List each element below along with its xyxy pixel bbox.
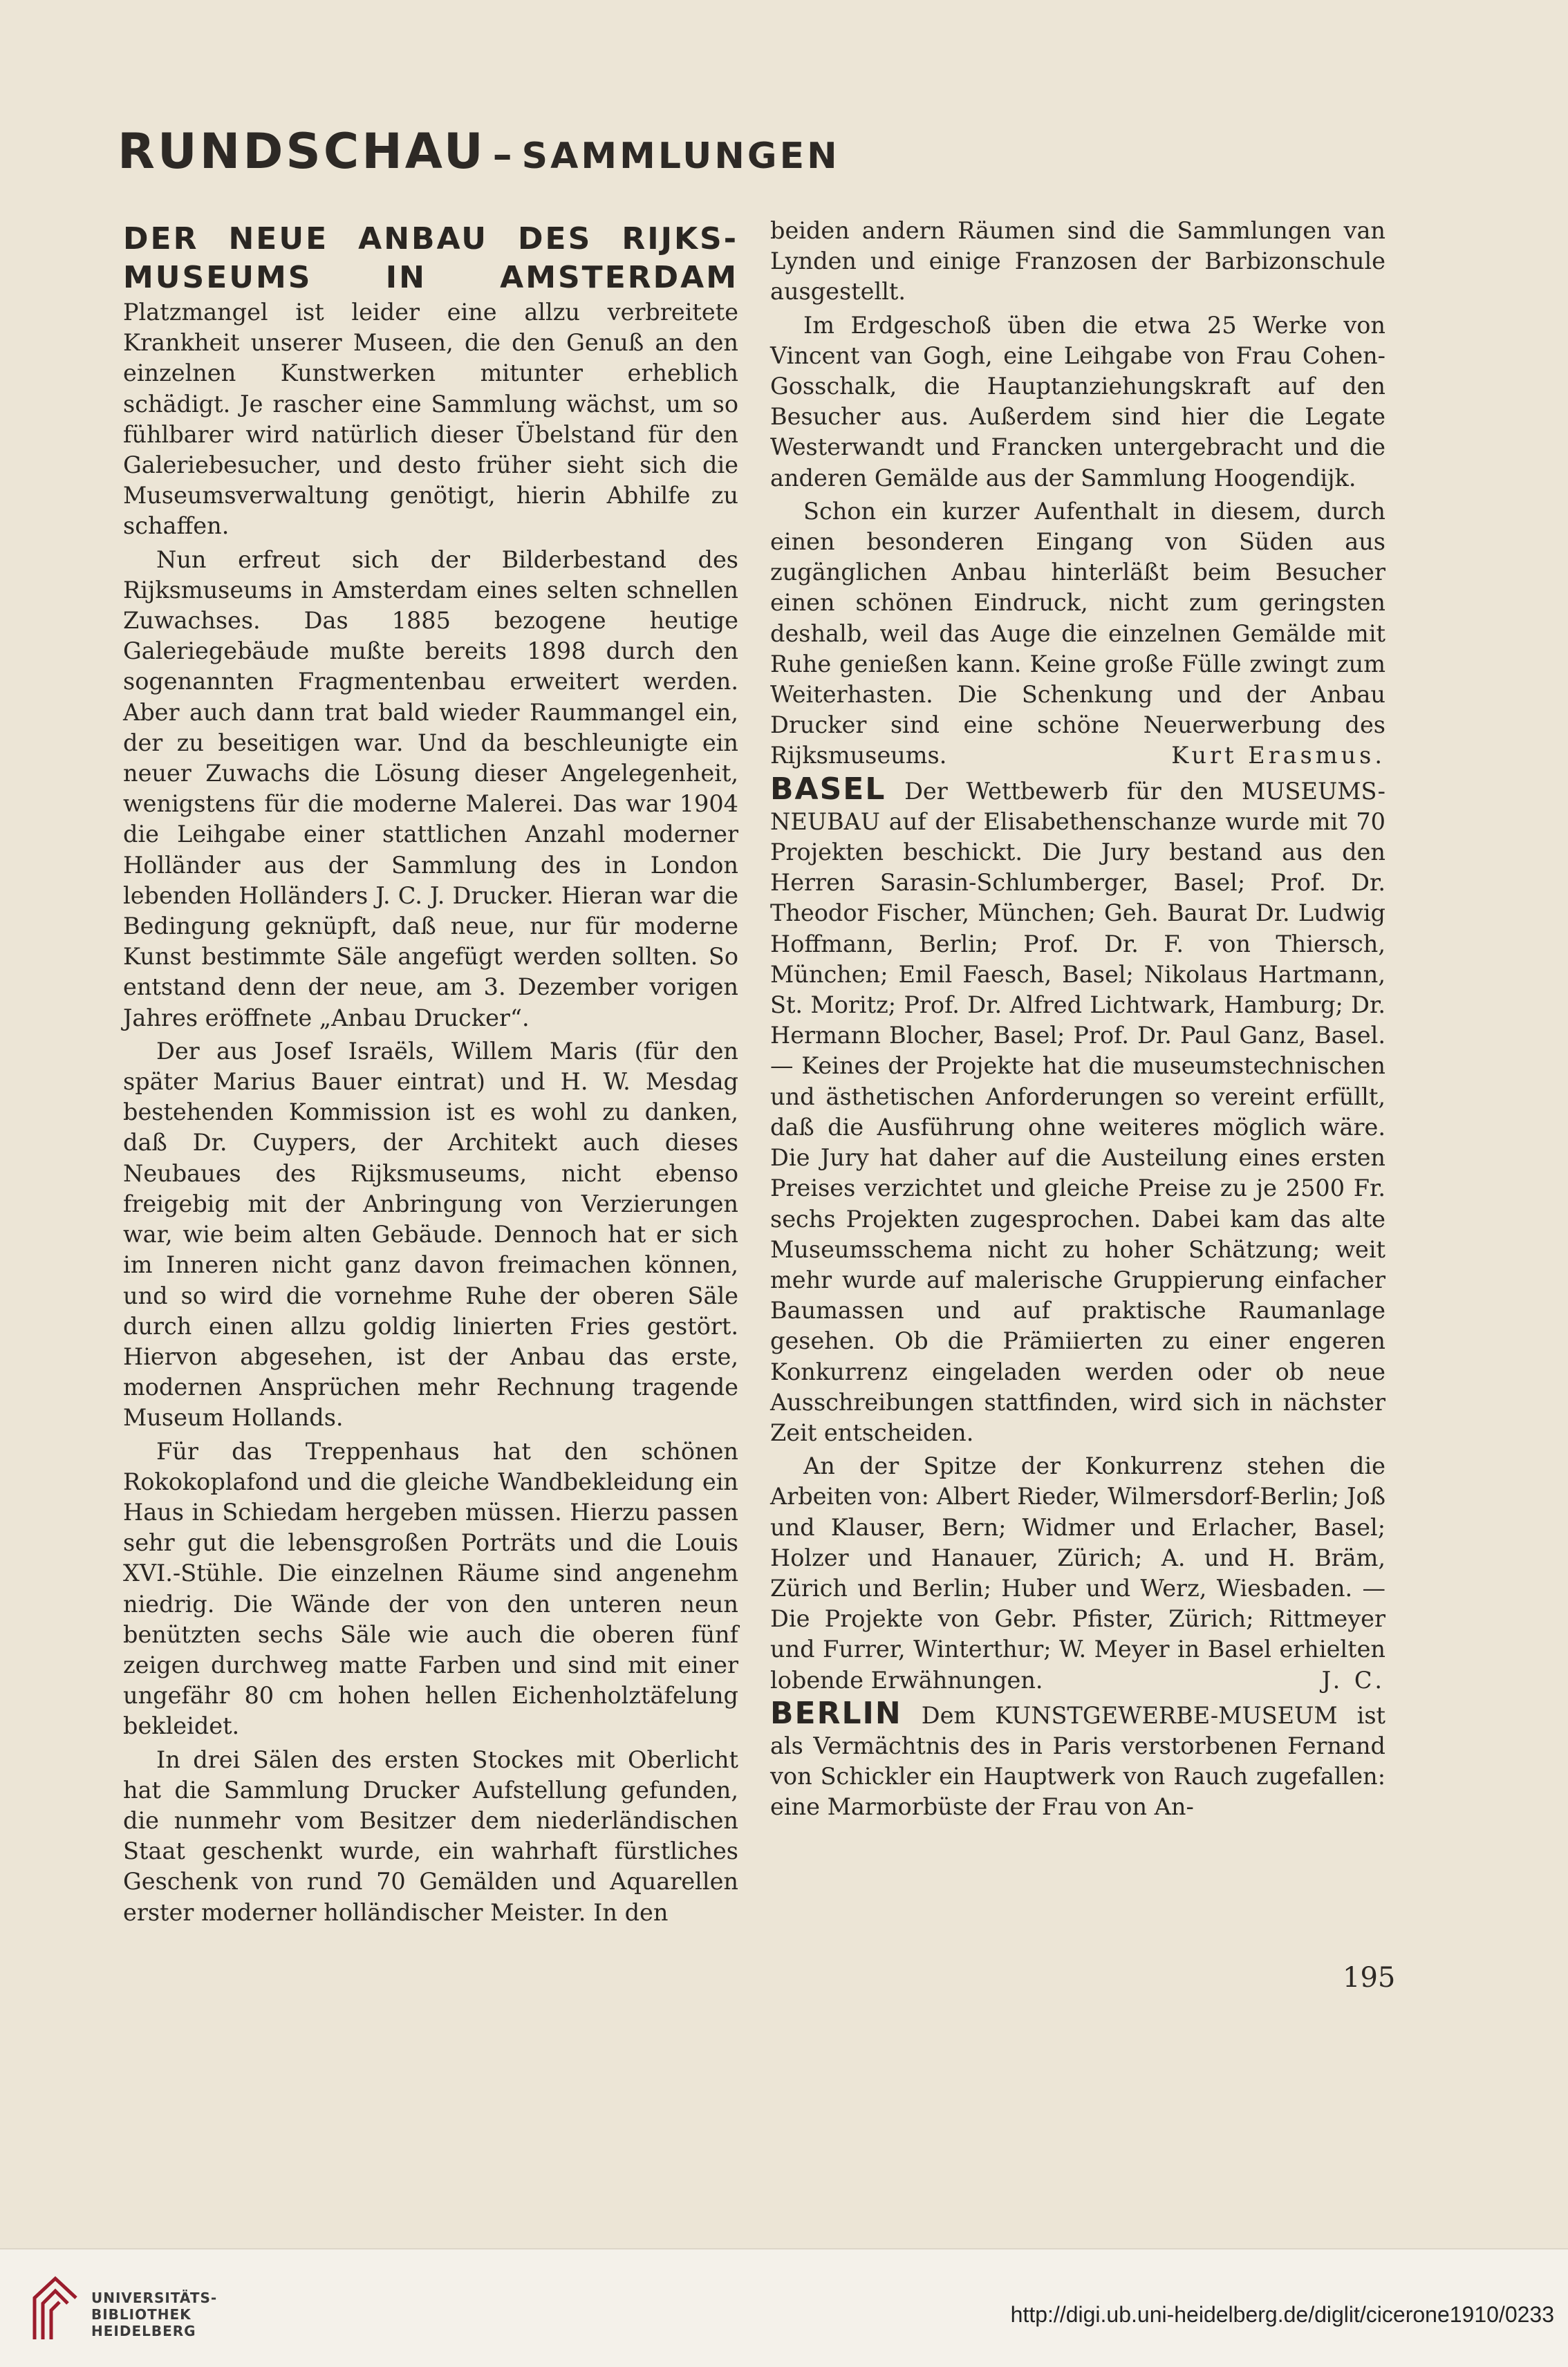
basel-section bbox=[770, 771, 1385, 1448]
paragraph-text: Platzmangel ist leider eine allzu verbreitete Krankheit unserer Museen, die den Genuß an den einzelnen Kunstwerken mitunter erheblich schädigt. Je rascher eine Sammlung wächst, um so fühlbarer wird natürlich dieser Übelstand für den Galeriebesucher, und desto früher sieht sich die Museumsverwaltung genötigt, hierin Abhilfe zu schaffen. bbox=[123, 299, 738, 540]
page-number: 195 bbox=[1343, 1962, 1396, 1994]
signature: Kurt Erasmus. bbox=[1171, 742, 1385, 769]
paragraph-text: Der Wettbewerb für den MUSEUMS-NEUBAU auf der Elisabethenschanze wurde mit 70 Projekten beschickt. Die Jury bestand aus den Herren Sarasin-Schlumberger, Basel; Prof. Dr. Theodor Fischer, München; Geh. Baurat Dr. Ludwig Hoffmann, Berlin; Prof. Dr. F. von Thiersch, München; Emil Faesch, Basel; Nikolaus Hartmann, St. Moritz; Prof. Dr. Alfred Lichtwark, Hamburg; Dr. Hermann Blocher, Basel; Prof. Dr. Paul Ganz, Basel. — Keines der Projekte hat die museumstechnischen und ästhetischen Anforderungen so vereint erfüllt, daß die Ausführung ohne weiteres möglich wäre. Die Jury hat daher auf die Austeilung eines ersten Preises verzichtet und gleiche Preise zu je 2500 Fr. sechs Projekten zugesprochen. Dabei kam das alte Museumsschema nicht zu hoher Schätzung; weit mehr wurde auf malerische Gruppierung einfacher Baumassen und auf praktische Raumanlage gesehen. Ob die Prämiierten zu einer engeren Konkurrenz eingeladen werden oder ob neue Ausschreibungen stattfinden, wird sich in nächster Zeit entscheiden. bbox=[770, 777, 1385, 1446]
page-masthead bbox=[118, 123, 1397, 180]
library-name-line: HEIDELBERG bbox=[91, 2323, 196, 2339]
library-name-line: BIBLIOTHEK bbox=[91, 2306, 192, 2323]
article-paragraph bbox=[770, 496, 1385, 771]
paragraph-text: An der Spitze der Konkurrenz stehen die Arbeiten von: Albert Rieder, Wilmersdorf-Berlin; Joß und Klauser, Bern; Widmer und Erlacher, Basel; Holzer und Hanauer, Zürich; A. und H. Bräm, Zürich und Berlin; Huber und Werz, Wiesbaden. — Die Projekte von Gebr. Pfister, Zürich; Rittmeyer und Furrer, Winterthur; W. Meyer in Basel erhielten lobende Erwähnungen. bbox=[770, 1452, 1385, 1694]
library-name-line: UNIVERSITÄTS- bbox=[91, 2290, 218, 2306]
section-heading-basel: BASEL bbox=[770, 771, 886, 807]
paragraph-text: Schon ein kurzer Aufenthalt in diesem, durch einen besonderen Eingang von Süden aus zugänglichen Anbau hinterläßt beim Besucher einen schönen Eindruck, nicht zum geringsten deshalb, weil das Auge die einzelnen Gemälde mit Ruhe genießen kann. Keine große Fülle zwingt zum Weiterhasten. Die Schenkung und der Anbau Drucker sind eine schöne Neuerwerbung des Rijksmuseums. bbox=[770, 497, 1385, 769]
masthead-dash: – bbox=[492, 133, 515, 178]
viewer-footer bbox=[0, 2248, 1568, 2367]
article-paragraph: Nun erfreut sich der Bilderbestand des Rijksmuseums in Amsterdam eines selten schnellen Zuwachses. Das 1885 bezogene heutige Galeriegebäude mußte bereits 1898 durch den sogenannten Fragmentenbau erweitert werden. Aber auch dann trat bald wieder Raummangel ein, der zu beseitigen war. Und da beschleunigte ein neuer Zuwachs die Lösung dieser Angelegenheit, wenigstens für die moderne Malerei. Das war 1904 die Leihgabe einer stattlichen Anzahl moderner Holländer aus der Sammlung des in London lebenden Holländers J. C. J. Drucker. Hieran war die Bedingung geknüpft, daß neue, nur für moderne Kunst bestimmte Säle angefügt werden sollten. So entstand denn der neue, am 3. Dezember vorigen Jahres eröffnete „Anbau Drucker“. bbox=[123, 545, 738, 1031]
article-paragraph: Für das Treppenhaus hat den schönen Rokokoplafond und die gleiche Wandbekleidung ein Haus in Schiedam hergeben müssen. Hierzu passen sehr gut die lebensgroßen Porträts und die Louis XVI.-Stühle. Die einzelnen Räume sind angenehm niedrig. Die Wände der von den unteren neun benützten sechs Säle wie auch die oberen fünf zeigen durchweg matte Farben und sind mit einer ungefähr 80 cm hohen hellen Eichenholztäfelung bekleidet. bbox=[123, 1437, 738, 1740]
article-paragraph: Im Erdgeschoß üben die etwa 25 Werke von Vincent van Gogh, eine Leihgabe von Frau Cohen-Gosschalk, die Hauptanziehungskraft auf den Besucher aus. Außerdem sind hier die Legate Westerwandt und Francken untergebracht und die anderen Gemälde aus der Sammlung Hoogendijk. bbox=[770, 311, 1385, 492]
masthead-subtitle: SAMMLUNGEN bbox=[521, 135, 840, 177]
source-url-link[interactable]: http://digi.ub.uni-heidelberg.de/diglit/cicerone1910/0233 bbox=[1010, 2302, 1554, 2327]
article-paragraph bbox=[770, 1451, 1385, 1696]
left-column bbox=[123, 220, 738, 1931]
signature: J. C. bbox=[1321, 1666, 1385, 1694]
paragraph-text: Dem KUNSTGEWERBE-MUSEUM ist als Vermächtnis des in Paris verstorbenen Fernand von Schickler ein Hauptwerk von Rauch zugefallen: eine Marmorbüste der Frau von An- bbox=[770, 1701, 1385, 1821]
article-paragraph: Der aus Josef Israëls, Willem Maris (für den später Marius Bauer eintrat) und H. W. Mesdag bestehenden Kommission ist es wohl zu danken, daß Dr. Cuypers, der Architekt auch dieses Neubaues des Rijksmuseums, nicht ebenso freigebig mit der Anbringung von Verzierungen war, wie beim alten Gebäude. Dennoch hat er sich im Inneren nicht ganz davon freimachen können, und so wird die vornehme Ruhe der oberen Säle durch einen allzu goldig linierten Fries gestört. Hiervon abgesehen, ist der Anbau das erste, modernen Ansprüchen mehr Rechnung tragende Museum Hollands. bbox=[123, 1037, 738, 1432]
article-paragraph bbox=[123, 220, 738, 542]
article-paragraph: beiden andern Räumen sind die Sammlungen van Lynden und einige Franzosen der Barbizonschule ausgestellt. bbox=[770, 217, 1385, 306]
right-column bbox=[770, 216, 1385, 1826]
article-paragraph: In drei Sälen des ersten Stockes mit Oberlicht hat die Sammlung Drucker Aufstellung gefunden, die nunmehr vom Besitzer dem niederländischen Staat geschenkt wurde, ein wahrhaft fürstliches Geschenk von rund 70 Gemälden und Aquarellen erster moderner holländischer Meister. In den bbox=[123, 1746, 738, 1926]
library-logo-icon bbox=[28, 2270, 83, 2348]
library-name bbox=[91, 2290, 217, 2339]
article-title: DER NEUE ANBAU DES RIJKS- MUSEUMS IN AMSTERDAM bbox=[123, 221, 738, 295]
masthead-title: RUNDSCHAU bbox=[118, 123, 486, 180]
berlin-section bbox=[770, 1695, 1385, 1823]
section-heading-berlin: BERLIN bbox=[770, 1695, 902, 1731]
